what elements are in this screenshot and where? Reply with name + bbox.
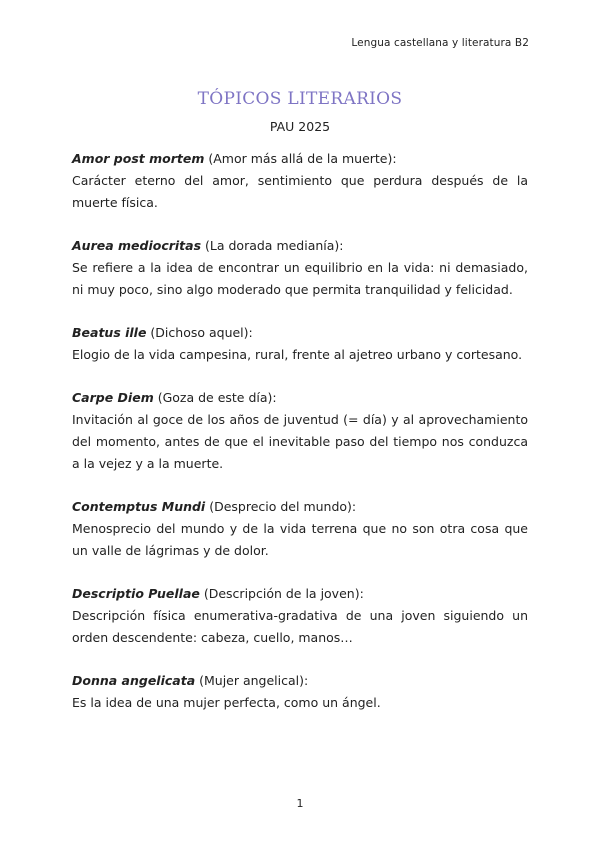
topic-definition: Se refiere a la idea de encontrar un equilibrio en la vida: ni demasiado, ni muy poco, sino algo moderado que permita tranquilidad y felicidad. (72, 260, 528, 297)
document-subtitle: PAU 2025 (269, 119, 331, 134)
topic-entry-carpe-diem (72, 387, 528, 475)
topic-heading (72, 322, 528, 344)
topic-translation: (Goza de este día): (153, 390, 277, 405)
topic-entry-contemptus-mundi (72, 496, 528, 562)
topic-heading (72, 583, 528, 605)
topic-translation: (Dichoso aquel): (146, 325, 253, 340)
topic-translation: (Descripción de la joven): (199, 586, 364, 601)
topic-definition: Descripción física enumerativa-gradativa de una joven siguiendo un orden descendente: cabeza, cuello, manos… (72, 608, 528, 645)
document-title: TÓPICOS LITERARIOS (197, 89, 403, 109)
topic-definition: Menosprecio del mundo y de la vida terrena que no son otra cosa que un valle de lágrimas y de dolor. (72, 521, 528, 558)
topic-definition: Invitación al goce de los años de juventud (= día) y al aprovechamiento del momento, antes de que el inevitable paso del tiempo nos conduzca a la vejez y a la muerte. (72, 412, 528, 471)
topic-entry-amor-post-mortem (72, 148, 528, 214)
topic-heading (72, 670, 528, 692)
topic-heading (72, 387, 528, 409)
topic-heading (72, 235, 528, 257)
topic-definition: Elogio de la vida campesina, rural, frente al ajetreo urbano y cortesano. (72, 347, 523, 362)
topic-translation: (Mujer angelical): (195, 673, 309, 688)
topic-heading (72, 148, 528, 170)
topic-term: Descriptio Puellae (72, 586, 200, 601)
topic-definition: Carácter eterno del amor, sentimiento que perdura después de la muerte física. (72, 173, 528, 210)
topic-term: Contemptus Mundi (72, 499, 206, 514)
topic-term: Aurea mediocritas (72, 238, 202, 253)
topic-entry-beatus-ille (72, 322, 528, 366)
topic-translation: (La dorada medianía): (201, 238, 344, 253)
topic-heading (72, 496, 528, 518)
page-header: Lengua castellana y literatura B2 (351, 37, 529, 49)
page-number: 1 (296, 797, 304, 810)
topic-term: Carpe Diem (72, 390, 154, 405)
topic-definition: Es la idea de una mujer perfecta, como un ángel. (72, 695, 381, 710)
topic-term: Beatus ille (72, 325, 147, 340)
topic-term: Donna angelicata (72, 673, 196, 688)
topic-entry-descriptio-puellae (72, 583, 528, 649)
topic-translation: (Desprecio del mundo): (205, 499, 357, 514)
topic-entry-donna-angelicata (72, 670, 528, 714)
topic-term: Amor post mortem (72, 151, 205, 166)
topics-list (72, 148, 528, 735)
topic-translation: (Amor más allá de la muerte): (204, 151, 397, 166)
topic-entry-aurea-mediocritas (72, 235, 528, 301)
